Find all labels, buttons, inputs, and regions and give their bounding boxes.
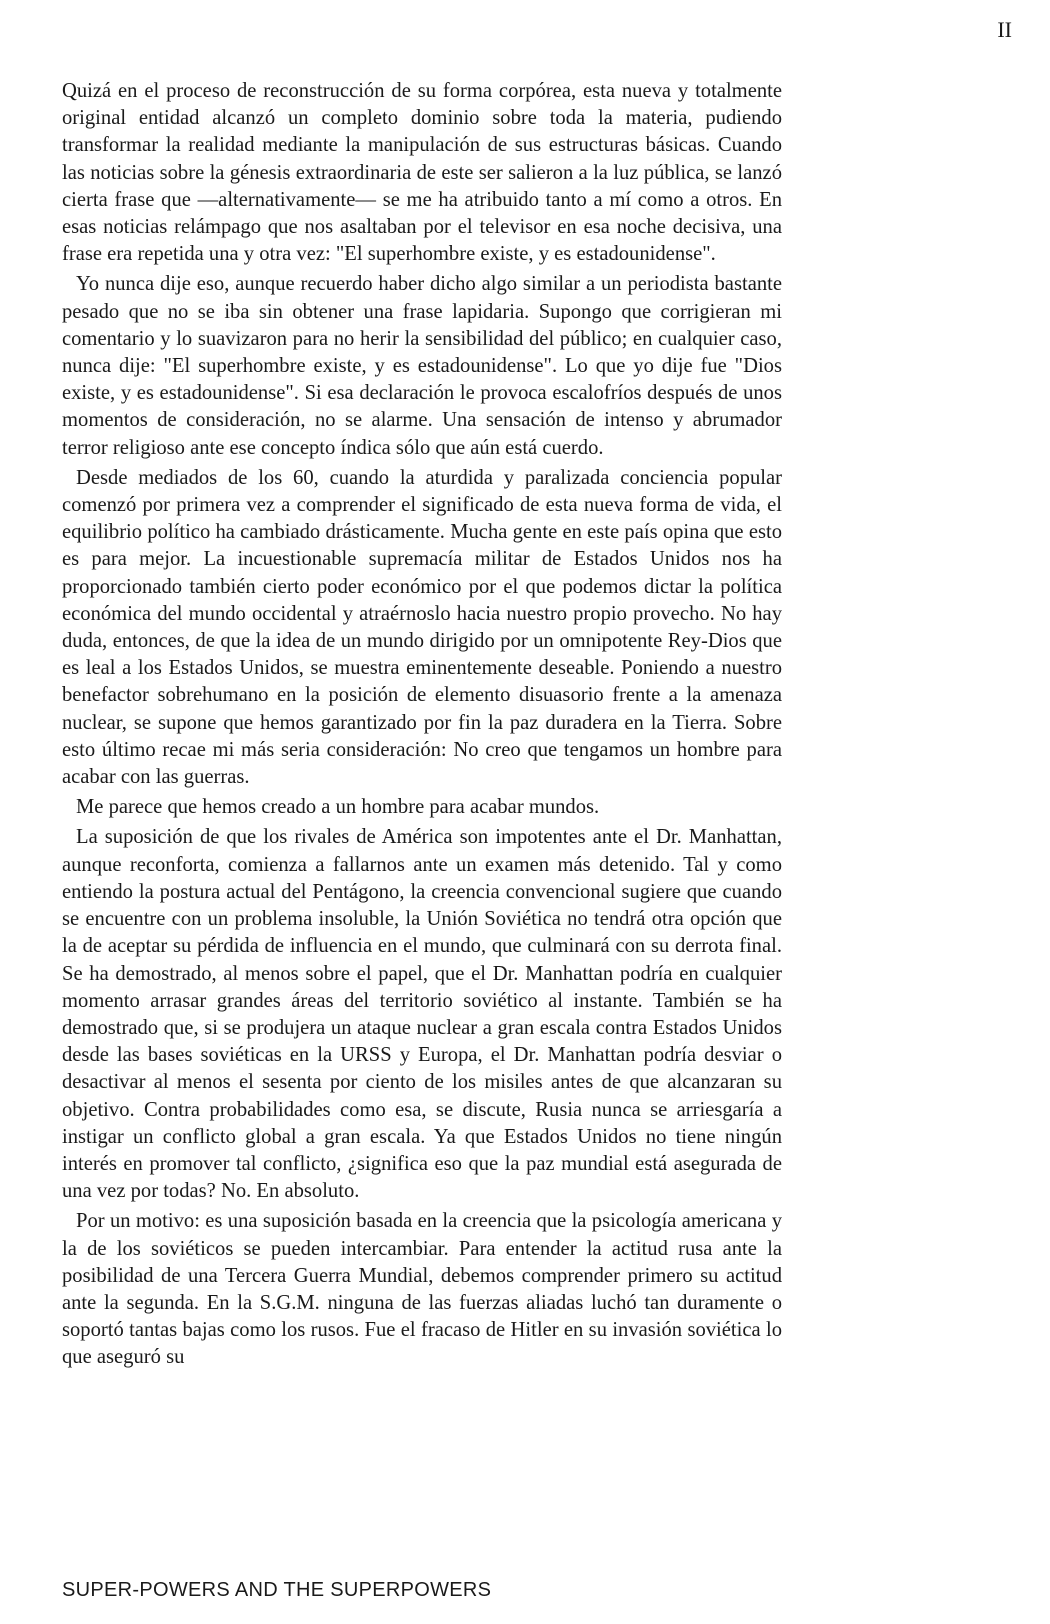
paragraph: Desde mediados de los 60, cuando la aturdida y paralizada conciencia popular comenzó por primera vez a comprender el significado de esta nueva forma de vida, el equilibrio político ha cambiado drásticamente. Mucha gente en este país opina que esto es para mejor. La incuestionable supremacía militar de Estados Unidos nos ha proporcionado también cierto poder económico por el que podemos dictar la política económica del mundo occidental y atraérnoslo hacia nuestro propio provecho. No hay duda, entonces, de que la idea de un mundo dirigido por un omnipotente Rey-Dios que es leal a los Estados Unidos, se muestra eminentemente deseable. Poniendo a nuestro benefactor sobrehumano en la posición de elemento disuasorio frente a la amenaza nuclear, se supone que hemos garantizado por fin la paz duradera en la Tierra. Sobre esto último recae mi más seria consideración: No creo que tengamos un hombre para acabar con las guerras.: [62, 466, 782, 789]
paragraph: Yo nunca dije eso, aunque recuerdo haber dicho algo similar a un periodista bastante pesado que no se iba sin obtener una frase lapidaria. Supongo que corrigieran mi comentario y lo suavizaron para no herir la sensibilidad del público; en cualquier caso, nunca dije: "El superhombre existe, y es estadounidense". Lo que yo dije fue "Dios existe, y es estadounidense". Si esa declaración le provoca escalofríos después de unos momentos de consideración, no se alarme. Una sensación de intenso y abrumador terror religioso ante ese concepto índica sólo que aún está cuerdo.: [62, 273, 782, 459]
paragraph: Por un motivo: es una suposición basada en la creencia que la psicología americana y la de los soviéticos se pueden intercambiar. Para entender la actitud rusa ante la posibilidad de una Tercera Guerra Mundial, debemos comprender primero su actitud ante la segunda. En la S.G.M. ninguna de las fuerzas aliadas luchó tan duramente o soportó tantas bajas como los rusos. Fue el fracaso de Hitler en su invasión soviética lo que aseguró su: [62, 1210, 782, 1369]
running-footer: SUPER-POWERS AND THE SUPERPOWERS: [62, 1579, 492, 1601]
paragraph: Quizá en el proceso de reconstrucción de su forma corpórea, esta nueva y totalmente original entidad alcanzó un completo dominio sobre toda la materia, pudiendo transformar la realidad mediante la manipulación de sus estructuras básicas. Cuando las noticias sobre la génesis extraordinaria de este ser salieron a la luz pública, se lanzó cierta frase que —alternativamente— se me ha atribuido tanto a mí como a otros. En esas noticias relámpago que nos asaltaban por el televisor en esa noche decisiva, una frase era repetida una y otra vez: "El superhombre existe, y es estadounidense".: [62, 80, 782, 266]
paragraph: Me parece que hemos creado a un hombre para acabar mundos.: [76, 796, 600, 819]
paragraph: La suposición de que los rivales de América son impotentes ante el Dr. Manhattan, aunque reconforta, comienza a fallarnos ante un examen más detenido. Tal y como entiendo la postura actual del Pentágono, la creencia convencional sugiere que cuando se encuentre con un problema insoluble, la Unión Soviética no tendrá otra opción que la de aceptar su pérdida de influencia en el mundo, que culminará con su derrota final. Se ha demostrado, al menos sobre el papel, que el Dr. Manhattan podría en cualquier momento arrasar grandes áreas del territorio soviético al instante. También se ha demostrado que, si se produjera un ataque nuclear a gran escala contra Estados Unidos desde las bases soviéticas en la URSS y Europa, el Dr. Manhattan podría desviar o desactivar al menos el sesenta por ciento de los misiles antes de que alcanzaran su objetivo. Contra probabilidades como esa, se discute, Rusia nunca se arriesgaría a instigar un conflicto global a gran escala. Ya que Estados Unidos no tiene ningún interés en promover tal conflicto, ¿significa eso que la paz mundial está asegurada de una vez por todas? No. En absoluto.: [62, 826, 782, 1203]
page-number: II: [997, 17, 1012, 42]
body-text: [62, 78, 782, 1375]
